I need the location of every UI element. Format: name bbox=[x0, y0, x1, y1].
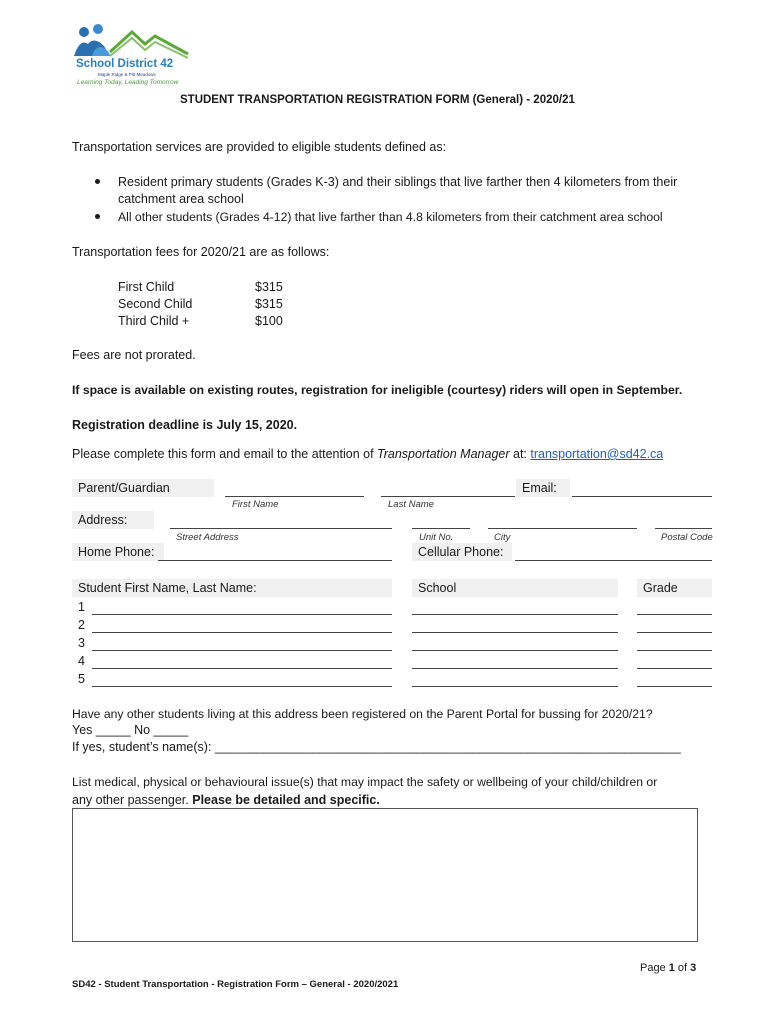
form-title: STUDENT TRANSPORTATION REGISTRATION FORM (General) - 2020/21 bbox=[180, 94, 575, 106]
street-address-field[interactable] bbox=[170, 528, 392, 529]
fee-amount: $315 bbox=[255, 297, 283, 311]
deadline-notice: Registration deadline is July 15, 2020. bbox=[72, 418, 298, 432]
district-logo bbox=[70, 22, 195, 90]
street-address-caption: Street Address bbox=[176, 532, 239, 543]
student-name-header: Student First Name, Last Name: bbox=[72, 579, 392, 597]
page-number: Page 1 of 3 bbox=[640, 962, 697, 974]
unit-field[interactable] bbox=[412, 528, 470, 529]
student-name-field[interactable] bbox=[92, 632, 392, 633]
city-field[interactable] bbox=[488, 528, 637, 529]
school-field[interactable] bbox=[412, 686, 618, 687]
student-name-field[interactable] bbox=[92, 650, 392, 651]
eligibility-item-1-cont: catchment area school bbox=[118, 192, 244, 206]
school-field[interactable] bbox=[412, 668, 618, 669]
yes-no-field[interactable]: Yes _____ No _____ bbox=[72, 723, 189, 737]
other-students-names-field[interactable]: If yes, student’s name(s): ___________________________________________________________________ bbox=[72, 740, 681, 754]
email-link[interactable]: transportation@sd42.ca bbox=[530, 447, 664, 461]
first-name-caption: First Name bbox=[232, 499, 279, 510]
logo-graphic bbox=[70, 22, 195, 62]
fees-intro: Transportation fees for 2020/21 are as follows: bbox=[72, 245, 330, 259]
unit-caption: Unit No. bbox=[419, 532, 454, 543]
bullet-icon bbox=[95, 179, 100, 184]
logo-subtitle: Maple Ridge & Pitt Meadows bbox=[98, 72, 156, 77]
student-row-number: 3 bbox=[78, 636, 85, 650]
email-field[interactable] bbox=[572, 496, 712, 497]
email-label: Email: bbox=[516, 479, 570, 497]
logo-name: School District 42 bbox=[76, 58, 174, 70]
recipient: Transportation Manager bbox=[377, 447, 510, 461]
bullet-icon bbox=[95, 214, 100, 219]
eligibility-item-2: All other students (Grades 4-12) that live farther than 4.8 kilometers from their catchment area school bbox=[118, 210, 663, 224]
address-label: Address: bbox=[72, 511, 154, 529]
student-row-number: 1 bbox=[78, 600, 85, 614]
student-row-number: 2 bbox=[78, 618, 85, 632]
cell-phone-field[interactable] bbox=[515, 560, 712, 561]
not-prorated-note: Fees are not prorated. bbox=[72, 348, 196, 362]
home-phone-label: Home Phone: bbox=[72, 543, 164, 561]
intro-text: Transportation services are provided to eligible students defined as: bbox=[72, 140, 447, 154]
fee-label: Second Child bbox=[118, 297, 193, 311]
grade-field[interactable] bbox=[637, 614, 712, 615]
fee-label: Third Child + bbox=[118, 314, 190, 328]
school-field[interactable] bbox=[412, 614, 618, 615]
medical-prompt-cont: any other passenger. Please be detailed and specific. bbox=[72, 793, 380, 807]
medical-details-box[interactable] bbox=[72, 808, 698, 942]
fee-amount: $315 bbox=[255, 280, 283, 294]
school-field[interactable] bbox=[412, 632, 618, 633]
last-name-field[interactable] bbox=[381, 496, 515, 497]
student-row-number: 5 bbox=[78, 672, 85, 686]
fee-label: First Child bbox=[118, 280, 175, 294]
eligibility-item-1: Resident primary students (Grades K-3) and their siblings that live farther then 4 kilometers from their bbox=[118, 175, 678, 189]
city-caption: City bbox=[494, 532, 511, 543]
footer-doc-title: SD42 - Student Transportation - Registration Form – General - 2020/2021 bbox=[72, 979, 399, 990]
fee-amount: $100 bbox=[255, 314, 283, 328]
logo-tagline: Learning Today, Leading Tomorrow bbox=[77, 79, 179, 86]
student-name-field[interactable] bbox=[92, 614, 392, 615]
grade-field[interactable] bbox=[637, 632, 712, 633]
grade-field[interactable] bbox=[637, 686, 712, 687]
student-row-number: 4 bbox=[78, 654, 85, 668]
school-field[interactable] bbox=[412, 650, 618, 651]
postal-code-field[interactable] bbox=[655, 528, 712, 529]
last-name-caption: Last Name bbox=[388, 499, 434, 510]
parent-guardian-label: Parent/Guardian bbox=[72, 479, 214, 497]
student-name-field[interactable] bbox=[92, 686, 392, 687]
instructions bbox=[72, 446, 663, 462]
cell-phone-label: Cellular Phone: bbox=[412, 543, 512, 561]
grade-field[interactable] bbox=[637, 668, 712, 669]
grade-header: Grade bbox=[637, 579, 712, 597]
first-name-field[interactable] bbox=[225, 496, 364, 497]
courtesy-notice: If space is available on existing routes, registration for ineligible (courtesy) riders will open in September. bbox=[72, 383, 683, 397]
instructions-prefix: Please complete this form and email to the attention of bbox=[72, 447, 378, 461]
instructions-mid: at: bbox=[509, 447, 531, 461]
home-phone-field[interactable] bbox=[158, 560, 392, 561]
medical-prompt: List medical, physical or behavioural issue(s) that may impact the safety or wellbeing of your child/children or bbox=[72, 775, 658, 789]
other-students-question: Have any other students living at this address been registered on the Parent Portal for bussing for 2020/21? bbox=[72, 707, 653, 721]
student-name-field[interactable] bbox=[92, 668, 392, 669]
postal-code-caption: Postal Code bbox=[661, 532, 713, 543]
school-header: School bbox=[412, 579, 618, 597]
medical-emphasis: Please be detailed and specific. bbox=[192, 793, 380, 807]
grade-field[interactable] bbox=[637, 650, 712, 651]
